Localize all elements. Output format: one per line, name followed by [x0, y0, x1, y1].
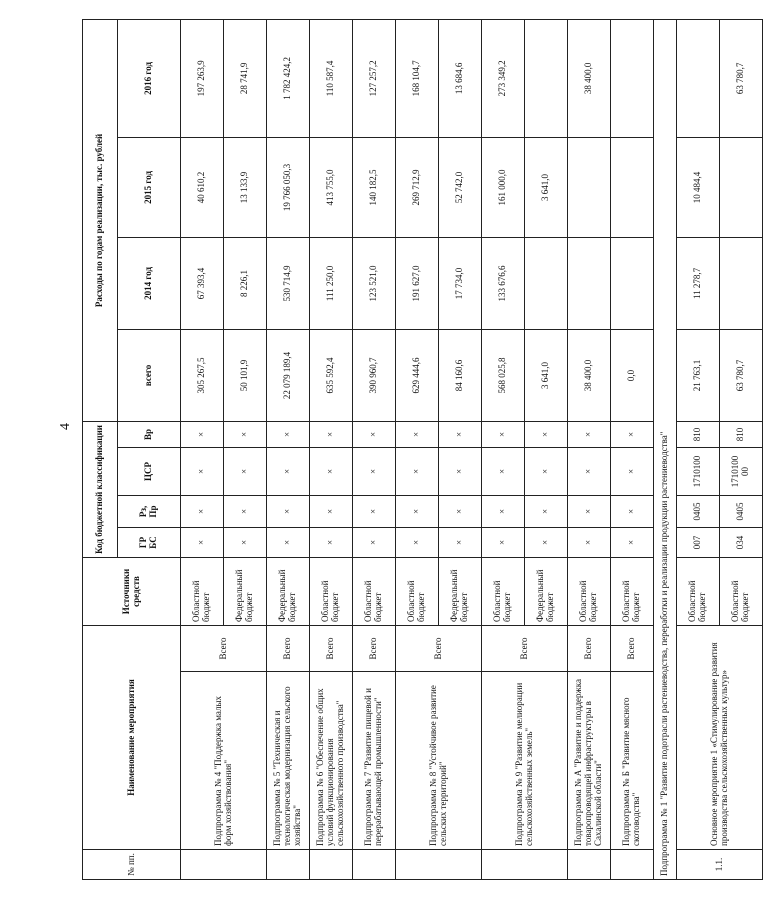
cell-grbs: ×	[267, 527, 310, 557]
cell-vr: ×	[611, 421, 654, 447]
cell-csr: ×	[353, 447, 396, 495]
cell-vr: ×	[482, 421, 525, 447]
cell-2016: 273 349,2	[482, 19, 525, 137]
cell-2015	[611, 137, 654, 237]
cell-2015	[568, 137, 611, 237]
cell-rzpr: ×	[310, 495, 353, 527]
cell-2016: 38 400,0	[568, 19, 611, 137]
cell-vr: ×	[396, 421, 439, 447]
header-rzpr: Рз, Пр	[118, 495, 181, 527]
cell-2015: 140 182,5	[353, 137, 396, 237]
row-source: Областной бюджет	[568, 557, 611, 625]
cell-vr: 810	[720, 421, 763, 447]
row-source: Федеральный бюджет	[439, 557, 482, 625]
row-all: Всего	[396, 625, 482, 671]
cell-total: 3 641,0	[525, 329, 568, 421]
header-vr: Вр	[118, 421, 181, 447]
cell-rzpr: ×	[525, 495, 568, 527]
cell-2014	[568, 237, 611, 329]
cell-total: 50 101,9	[224, 329, 267, 421]
cell-rzpr: 0405	[677, 495, 720, 527]
cell-2016	[525, 19, 568, 137]
cell-grbs: ×	[181, 527, 224, 557]
table-row	[310, 19, 353, 879]
cell-total: 305 267,5	[181, 329, 224, 421]
row-source: Областной бюджет	[482, 557, 525, 625]
row-name: Подпрограмма № 5 "Техническая и технологическая модернизация сельского хозяйства"	[267, 672, 310, 850]
header-2015: 2015 год	[118, 137, 181, 237]
cell-2014: 8 226,1	[224, 237, 267, 329]
cell-2015: 3 641,0	[525, 137, 568, 237]
cell-2014: 17 734,0	[439, 237, 482, 329]
header-source: Источники средств	[83, 557, 181, 625]
header-total: всего	[118, 329, 181, 421]
row-name: Подпрограмма № Б "Развитие мясного скотоводства"	[611, 672, 654, 850]
cell-grbs: ×	[525, 527, 568, 557]
row-source: Областной бюджет	[677, 557, 720, 625]
cell-csr: ×	[224, 447, 267, 495]
header-2014: 2014 год	[118, 237, 181, 329]
measure-name: Основное мероприятие 1 «Стимулирование развития производства сельскохозяйственных культур»	[677, 625, 763, 849]
cell-2014: 111 250,0	[310, 237, 353, 329]
table-row	[396, 19, 439, 879]
cell-2015: 52 742,0	[439, 137, 482, 237]
cell-grbs: 007	[677, 527, 720, 557]
budget-table	[82, 19, 763, 880]
cell-2015: 161 000,0	[482, 137, 525, 237]
cell-grbs: ×	[310, 527, 353, 557]
row-source: Областной бюджет	[611, 557, 654, 625]
cell-rzpr: ×	[267, 495, 310, 527]
cell-2015: 19 766 050,3	[267, 137, 310, 237]
cell-rzpr: ×	[396, 495, 439, 527]
row-source: Федеральный бюджет	[267, 557, 310, 625]
row-name: Подпрограмма № 4 "Поддержка малых форм хозяйствования"	[181, 672, 267, 850]
cell-csr: ×	[181, 447, 224, 495]
header-2016: 2016 год	[118, 19, 181, 137]
cell-total: 84 160,6	[439, 329, 482, 421]
cell-grbs: 034	[720, 527, 763, 557]
measure-num: 1.1.	[677, 850, 763, 880]
header-grbs: ГР БС	[118, 527, 181, 557]
row-all: Всего	[482, 625, 568, 671]
table-row	[482, 19, 525, 879]
cell-rzpr: ×	[181, 495, 224, 527]
cell-total: 38 400,0	[568, 329, 611, 421]
cell-vr: ×	[310, 421, 353, 447]
cell-2015: 40 610,2	[181, 137, 224, 237]
cell-total: 63 780,7	[720, 329, 763, 421]
cell-2016: 127 257,2	[353, 19, 396, 137]
row-name: Подпрограмма № 6 "Обеспечение общих условий функционирования сельскохозяйственного производства"	[310, 672, 353, 850]
cell-csr: ×	[267, 447, 310, 495]
table-row	[568, 19, 611, 879]
cell-2015: 269 712,9	[396, 137, 439, 237]
cell-2016	[611, 19, 654, 137]
page-number: 4	[58, 423, 73, 430]
cell-rzpr: ×	[224, 495, 267, 527]
cell-rzpr: ×	[568, 495, 611, 527]
row-source: Областной бюджет	[353, 557, 396, 625]
cell-vr: ×	[181, 421, 224, 447]
row-source: Областной бюджет	[720, 557, 763, 625]
cell-2016: 63 780,7	[720, 19, 763, 137]
row-name: Подпрограмма № 9 "Развитие мелиорации сельскохозяйственных земель"	[482, 672, 568, 850]
cell-total: 390 960,7	[353, 329, 396, 421]
cell-vr: 810	[677, 421, 720, 447]
row-name: Подпрограмма № А "Развитие и поддержка товаропроводящей инфраструктуры в Сахалинской области"	[568, 672, 611, 850]
cell-2016: 168 104,7	[396, 19, 439, 137]
cell-csr: ×	[568, 447, 611, 495]
row-all: Всего	[611, 625, 654, 671]
cell-2015: 13 133,9	[224, 137, 267, 237]
cell-vr: ×	[568, 421, 611, 447]
cell-2014	[611, 237, 654, 329]
row-all: Всего	[181, 625, 267, 671]
table-row	[353, 19, 396, 879]
cell-rzpr: 0405	[720, 495, 763, 527]
cell-2015: 10 484,4	[677, 137, 720, 237]
cell-grbs: ×	[353, 527, 396, 557]
header-csr: ЦСР	[118, 447, 181, 495]
header-num: № пп.	[83, 850, 181, 880]
cell-vr: ×	[224, 421, 267, 447]
cell-2014: 191 627,0	[396, 237, 439, 329]
cell-2014: 530 714,9	[267, 237, 310, 329]
cell-2016: 1 782 424,2	[267, 19, 310, 137]
cell-2014: 67 393,4	[181, 237, 224, 329]
header-expenses: Расходы по годам реализации, тыс. рублей	[83, 19, 118, 421]
cell-total: 635 592,4	[310, 329, 353, 421]
subprogram-title-row	[654, 19, 677, 879]
row-all: Всего	[353, 625, 396, 671]
cell-vr: ×	[525, 421, 568, 447]
cell-csr: ×	[482, 447, 525, 495]
cell-2016: 197 263,9	[181, 19, 224, 137]
cell-grbs: ×	[439, 527, 482, 557]
cell-csr: 1710100	[677, 447, 720, 495]
cell-rzpr: ×	[482, 495, 525, 527]
cell-vr: ×	[267, 421, 310, 447]
cell-vr: ×	[439, 421, 482, 447]
header-name: Наименование мероприятия	[83, 625, 181, 849]
cell-rzpr: ×	[353, 495, 396, 527]
cell-rzpr: ×	[439, 495, 482, 527]
cell-csr: ×	[310, 447, 353, 495]
cell-vr: ×	[353, 421, 396, 447]
cell-grbs: ×	[482, 527, 525, 557]
cell-csr: ×	[611, 447, 654, 495]
cell-2014: 11 278,7	[677, 237, 720, 329]
cell-2016: 110 587,4	[310, 19, 353, 137]
cell-total: 22 079 189,4	[267, 329, 310, 421]
cell-grbs: ×	[611, 527, 654, 557]
cell-2015	[720, 137, 763, 237]
cell-total: 568 025,8	[482, 329, 525, 421]
cell-grbs: ×	[224, 527, 267, 557]
cell-csr: ×	[439, 447, 482, 495]
subprogram-title: Подпрограмма № 1 "Развитие подотрасли растениеводства, переработки и реализации продукции растениеводства"	[654, 19, 677, 879]
cell-total: 629 444,6	[396, 329, 439, 421]
cell-csr: ×	[525, 447, 568, 495]
cell-csr: 1710100 00	[720, 447, 763, 495]
cell-csr: ×	[396, 447, 439, 495]
row-all: Всего	[310, 625, 353, 671]
cell-grbs: ×	[396, 527, 439, 557]
cell-grbs: ×	[568, 527, 611, 557]
row-source: Областной бюджет	[181, 557, 224, 625]
cell-2015: 413 755,0	[310, 137, 353, 237]
table-row	[267, 19, 310, 879]
cell-2014: 123 521,0	[353, 237, 396, 329]
cell-2016: 28 741,9	[224, 19, 267, 137]
table-row	[611, 19, 654, 879]
cell-rzpr: ×	[611, 495, 654, 527]
cell-2016	[677, 19, 720, 137]
table-row	[677, 19, 720, 879]
cell-total: 21 763,1	[677, 329, 720, 421]
row-name: Подпрограмма № 7 "Развитие пищевой и перерабатывающей промышленности"	[353, 672, 396, 850]
cell-2014	[720, 237, 763, 329]
cell-total: 0,0	[611, 329, 654, 421]
row-source: Областной бюджет	[396, 557, 439, 625]
cell-2014	[525, 237, 568, 329]
cell-2014: 133 676,6	[482, 237, 525, 329]
cell-2016: 13 684,6	[439, 19, 482, 137]
header-code: Код бюджетной классификации	[83, 421, 118, 557]
row-source: Федеральный бюджет	[525, 557, 568, 625]
table-row	[181, 19, 224, 879]
rotated-table-container	[82, 20, 750, 880]
row-all: Всего	[568, 625, 611, 671]
row-source: Областной бюджет	[310, 557, 353, 625]
row-name: Подпрограмма № 8 "Устойчивое развитие сельских территорий"	[396, 672, 482, 850]
row-all: Всего	[267, 625, 310, 671]
row-source: Федеральный бюджет	[224, 557, 267, 625]
